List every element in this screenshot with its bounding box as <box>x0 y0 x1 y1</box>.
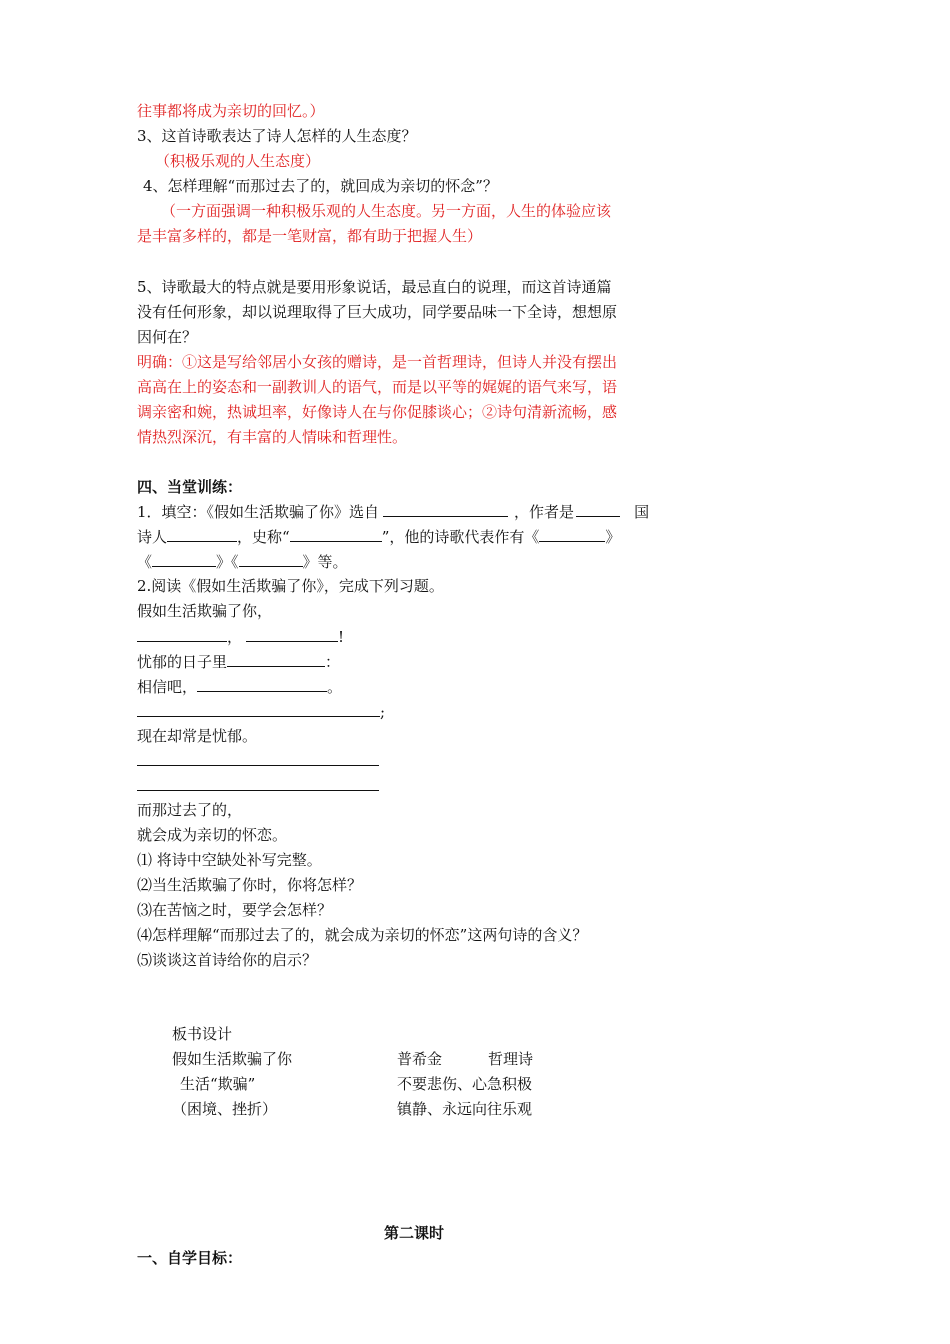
answer-3: （积极乐观的人生态度） <box>155 152 321 170</box>
blank-country[interactable] <box>576 501 620 517</box>
board-author: 普希金 <box>397 1050 443 1068</box>
poem-blank-4[interactable] <box>197 676 327 692</box>
answer-5-line-1: 明确：①这是写给邻居小女孩的赠诗，是一首哲理诗，但诗人并没有摆出 <box>137 353 618 371</box>
fill-in-line-3: 《 》《 》等。 <box>137 553 348 571</box>
board-genre: 哲理诗 <box>488 1050 534 1068</box>
answer-4-line-1: （一方面强调一种积极乐观的人生态度。另一方面，人生的体验应该 <box>161 202 612 220</box>
fill-in-line-2: 诗人 ，史称“ ”，他的诗歌代表作有《 》 <box>137 528 621 546</box>
answer-5-line-2: 高高在上的姿态和一副教训人的语气，而是以平等的娓娓的语气来写，语 <box>137 378 618 396</box>
poem-line-9: 而那过去了的， <box>137 801 243 819</box>
board-right-3: 镇静、永远向往乐观 <box>397 1100 533 1118</box>
answer-5-line-3: 调亲密和婉，热诚坦率，好像诗人在与你促膝谈心；②诗句清新流畅，感 <box>137 403 618 421</box>
section-4-heading: 四、当堂训练： <box>137 478 243 496</box>
poem-line-3: 忧郁的日子里 ： <box>137 653 341 671</box>
poem-blank-7[interactable] <box>137 765 379 766</box>
poem-line-6: 现在却常是忧郁。 <box>137 727 258 745</box>
board-right-2: 不要悲伤、心急积极 <box>397 1075 533 1093</box>
question-5-line-2: 没有任何形象，却以说理取得了巨大成功，同学要品味一下全诗，想想原 <box>137 303 618 321</box>
poem-line-4: 相信吧， 。 <box>137 678 343 696</box>
poem-line-10: 就会成为亲切的怀恋。 <box>137 826 288 844</box>
question-5-line-3: 因何在？ <box>137 328 198 346</box>
board-title: 板书设计 <box>172 1025 233 1043</box>
lesson-2-title: 第二课时 <box>384 1224 445 1242</box>
task-2: ⑵当生活欺骗了你时，你将怎样？ <box>137 876 363 894</box>
poem-blank-8[interactable] <box>137 790 379 791</box>
poem-blank-3[interactable] <box>227 651 325 667</box>
blank-work-3[interactable] <box>239 551 303 567</box>
lesson-2-heading: 一、自学目标： <box>137 1249 243 1267</box>
answer-4-line-2: 是丰富多样的，都是一笔财富，都有助于把握人生） <box>137 227 483 245</box>
board-left-1: 假如生活欺骗了你 <box>172 1050 293 1068</box>
poem-line-5: ; <box>137 701 385 722</box>
question-5-line-1: 5、诗歌最大的特点就是要用形象说话，最忌直白的说理，而这首诗通篇 <box>137 278 612 296</box>
blank-work-2[interactable] <box>152 551 216 567</box>
task-1: ⑴ 将诗中空缺处补写完整。 <box>137 851 322 869</box>
question-4: 4、怎样理解“而那过去了的，就回成为亲切的怀念”？ <box>143 177 498 195</box>
board-left-3: （困境、挫折） <box>172 1100 278 1118</box>
poem-blank-5[interactable] <box>137 701 380 717</box>
blank-title[interactable] <box>290 526 382 542</box>
task-3: ⑶在苦恼之时，要学会怎样？ <box>137 901 333 919</box>
poem-line-2: ， ! <box>137 626 344 647</box>
reading-intro: 2.阅读《假如生活欺骗了你》，完成下列习题。 <box>137 577 444 595</box>
task-4: ⑷怎样理解“而那过去了的，就会成为亲切的怀恋”这两句诗的含义？ <box>137 926 588 944</box>
blank-work-1[interactable] <box>539 526 605 542</box>
answer-5-line-4: 情热烈深沉，有丰富的人情味和哲理性。 <box>137 428 408 446</box>
poem-blank-2b[interactable] <box>246 626 338 642</box>
fill-in-line-1: 1．填空：《假如生活欺骗了你》选自 ，作者是 国 <box>137 503 650 521</box>
question-3: 3、这首诗歌表达了诗人怎样的人生态度？ <box>137 127 417 145</box>
blank-source[interactable] <box>383 501 508 517</box>
board-left-2: 生活“欺骗” <box>180 1075 256 1093</box>
blank-poet[interactable] <box>167 526 237 542</box>
poem-blank-2a[interactable] <box>137 626 227 642</box>
poem-line-1: 假如生活欺骗了你， <box>137 602 273 620</box>
answer-2-tail: 往事都将成为亲切的回忆。） <box>137 102 325 120</box>
task-5: ⑸谈谈这首诗给你的启示？ <box>137 951 318 969</box>
